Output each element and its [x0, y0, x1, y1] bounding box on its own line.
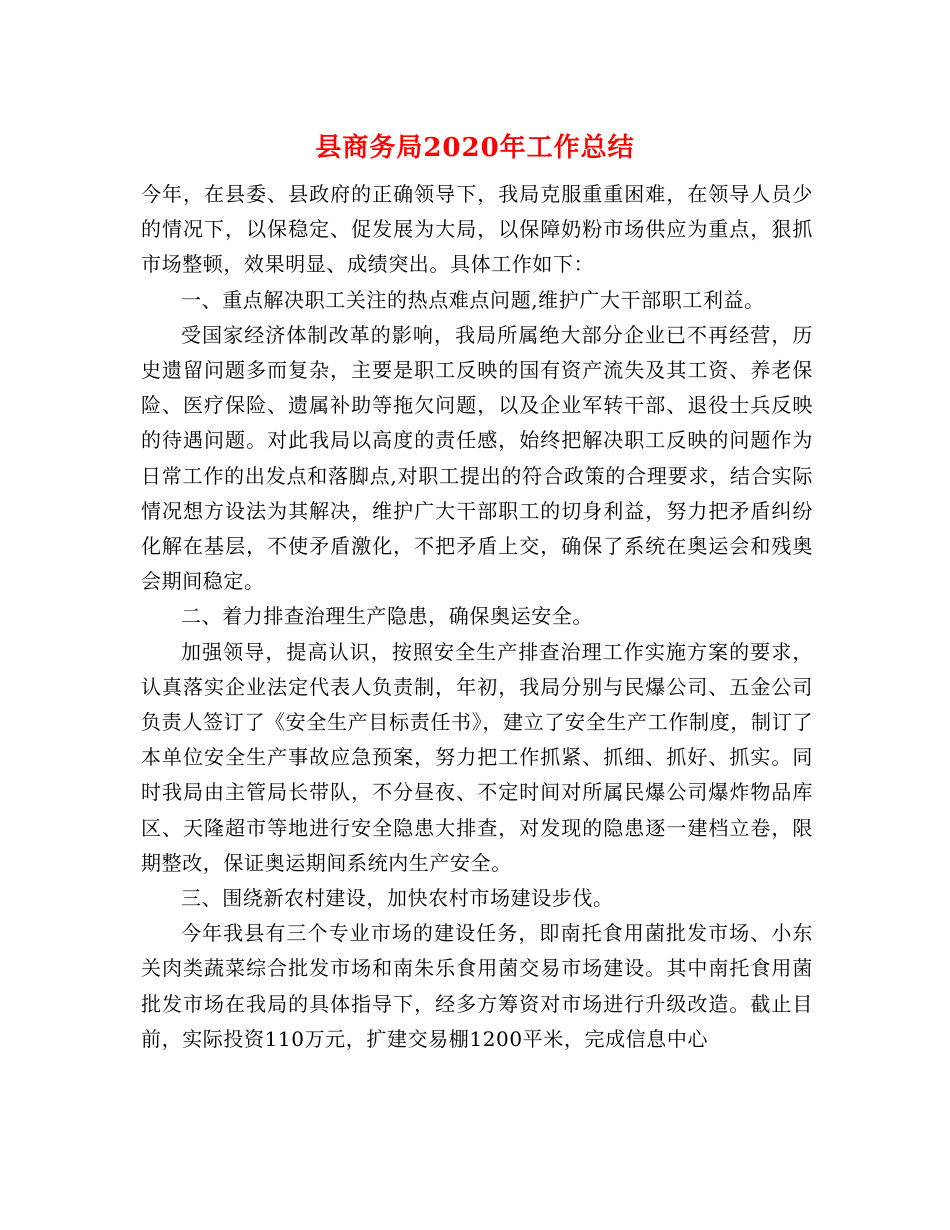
- section-heading-1: 一、重点解决职工关注的热点难点问题,维护广大干部职工利益。: [181, 287, 765, 312]
- paragraph-section-1: 受国家经济体制改革的影响，我局所属绝大部分企业已不再经营，历史遗留问题多而复杂，主要是职工反映的国有资产流失及其工资、养老保险、医疗保险、遗属补助等拖欠问题，以及企业军转干部、退役士兵反映的待遇问题。对此我局以高度的责任感，始终把解决职工反映的问题作为日常工作的出发点和落脚点,对职工提出的符合政策的合理要求，结合实际情况想方设法为其解决，维护广大干部职工的切身利益，努力把矛盾纠纷化解在基层，不使矛盾激化，不把矛盾上交，确保了系统在奥运会和残奥会期间稳定。: [141, 322, 813, 594]
- paragraph-section-3: 今年我县有三个专业市场的建设任务，即南托食用菌批发市场、小东关肉类蔬菜综合批发市场和南朱乐食用菌交易市场建设。其中南托食用菌批发市场在我局的具体指导下，经多方筹资对市场进行升级改造。截止目前，实际投资110万元，扩建交易棚1200平米，完成信息中心: [141, 921, 813, 1051]
- paragraph-intro: 今年，在县委、县政府的正确领导下，我局克服重重困难，在领导人员少的情况下，以保稳定、促发展为大局，以保障奶粉市场供应为重点，狠抓市场整顿，效果明显、成绩突出。具体工作如下：: [141, 182, 813, 277]
- paragraph-section-2: 加强领导，提高认识，按照安全生产排查治理工作实施方案的要求，认真落实企业法定代表人负责制，年初，我局分别与民爆公司、五金公司负责人签订了《安全生产目标责任书》，建立了安全生产工作制度，制订了本单位安全生产事故应急预案，努力把工作抓紧、抓细、抓好、抓实。同时我局由主管局长带队，不分昼夜、不定时间对所属民爆公司爆炸物品库区、天隆超市等地进行安全隐患大排查，对发现的隐患逐一建档立卷，限期整改，保证奥运期间系统内生产安全。: [141, 639, 813, 875]
- document-title: 县商务局2020年工作总结: [315, 133, 635, 163]
- document-body: [141, 177, 813, 1057]
- section-heading-3: 三、围绕新农村建设，加快农村市场建设步伐。: [181, 886, 614, 911]
- section-heading-2: 二、着力排查治理生产隐患，确保奥运安全。: [181, 604, 593, 629]
